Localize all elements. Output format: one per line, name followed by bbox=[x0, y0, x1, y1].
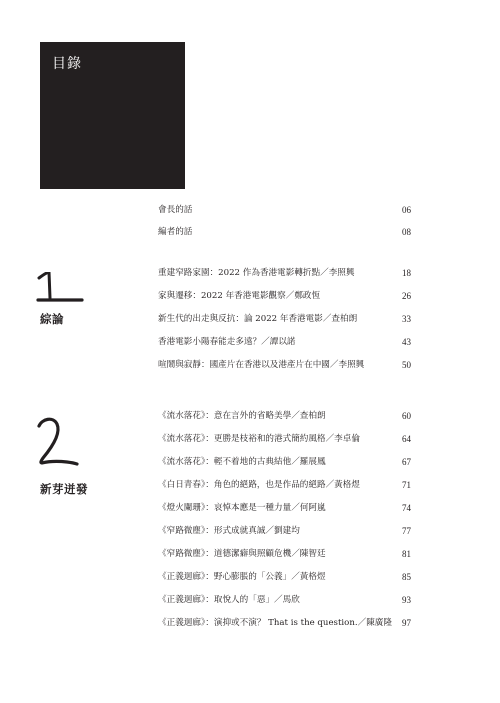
entry-page: 06 bbox=[402, 205, 411, 215]
toc-entry[interactable] bbox=[158, 357, 411, 373]
section-1-name: 綜論 bbox=[40, 312, 64, 326]
toc-entry[interactable] bbox=[158, 224, 411, 240]
entry-page: 81 bbox=[402, 549, 411, 559]
entry-title: 《白日青春》：角色的絕路，也是作品的絕路／黃格煜 bbox=[158, 480, 360, 490]
toc-entry[interactable] bbox=[158, 431, 411, 447]
toc-entry[interactable] bbox=[158, 523, 411, 539]
entry-title: 《正義迴廊》：演抑或不演？ That is the question.／陳廣隆 bbox=[158, 618, 392, 628]
entry-page: 67 bbox=[402, 457, 411, 467]
section-2-number bbox=[36, 416, 80, 468]
section-2-name: 新芽迸發 bbox=[40, 482, 88, 496]
entry-title: 《流水落花》：更勝是枝裕和的港式簡約風格／李卓倫 bbox=[158, 434, 360, 444]
toc-entry[interactable] bbox=[158, 500, 411, 516]
toc-entry[interactable] bbox=[158, 546, 411, 562]
toc-entry[interactable] bbox=[158, 288, 411, 304]
entry-page: 08 bbox=[402, 227, 411, 237]
toc-entry[interactable] bbox=[158, 454, 411, 470]
toc-entry[interactable] bbox=[158, 311, 411, 327]
toc-header-block bbox=[40, 42, 185, 189]
toc-entry[interactable] bbox=[158, 592, 411, 608]
entry-page: 64 bbox=[402, 434, 411, 444]
entry-title: 《窄路微塵》：形式成就真誠／劉建均 bbox=[158, 526, 300, 536]
entry-title: 《流水落花》：輕不着地的古典結他／羅展鳳 bbox=[158, 457, 326, 467]
entry-page: 93 bbox=[402, 595, 411, 605]
entry-page: 43 bbox=[402, 337, 411, 347]
entry-title: 喧鬧與寂靜：國產片在香港以及港產片在中國／李照興 bbox=[158, 360, 365, 370]
entry-title: 香港電影小陽春能走多遠？／譚以諾 bbox=[158, 337, 296, 347]
entry-title: 《正義迴廊》：野心膨脹的「公義」／黃格煜 bbox=[158, 572, 326, 582]
entry-page: 74 bbox=[402, 503, 411, 513]
toc-entry[interactable] bbox=[158, 569, 411, 585]
entry-title: 家與遷移：2022 年香港電影觀察／鄭政恆 bbox=[158, 291, 321, 301]
entry-title: 《窄路微塵》：道德潔癖與照顧危機／陳智廷 bbox=[158, 549, 326, 559]
toc-entry[interactable] bbox=[158, 334, 411, 350]
entry-page: 97 bbox=[402, 618, 411, 628]
entry-page: 85 bbox=[402, 572, 411, 582]
entry-page: 77 bbox=[402, 526, 411, 536]
toc-entry[interactable] bbox=[158, 408, 411, 424]
entry-title: 《正義迴廊》：取悅人的「惡」／馬欣 bbox=[158, 595, 300, 605]
entry-page: 33 bbox=[402, 314, 411, 324]
toc-entry[interactable] bbox=[158, 265, 411, 281]
entry-page: 26 bbox=[402, 291, 411, 301]
entry-title: 重建窄路家園：2022 作為香港電影轉折點／李照興 bbox=[158, 268, 355, 278]
toc-entry[interactable] bbox=[158, 615, 411, 631]
toc-entry[interactable] bbox=[158, 202, 411, 218]
toc-title: 目錄 bbox=[52, 56, 82, 72]
toc-entry[interactable] bbox=[158, 477, 411, 493]
entry-page: 18 bbox=[402, 268, 411, 278]
entry-title: 會長的話 bbox=[158, 205, 193, 215]
section-1-number bbox=[36, 272, 86, 304]
entry-page: 71 bbox=[402, 480, 411, 490]
entry-page: 50 bbox=[402, 360, 411, 370]
entry-page: 60 bbox=[402, 411, 411, 421]
entry-title: 新生代的出走與反抗：論 2022 年香港電影／查柏朗 bbox=[158, 314, 358, 324]
entry-title: 《流水落花》：意在言外的省略美學／查柏朗 bbox=[158, 411, 326, 421]
entry-title: 編者的話 bbox=[158, 227, 193, 237]
entry-title: 《燈火闌珊》：哀悼本應是一種力量／何阿嵐 bbox=[158, 503, 326, 513]
